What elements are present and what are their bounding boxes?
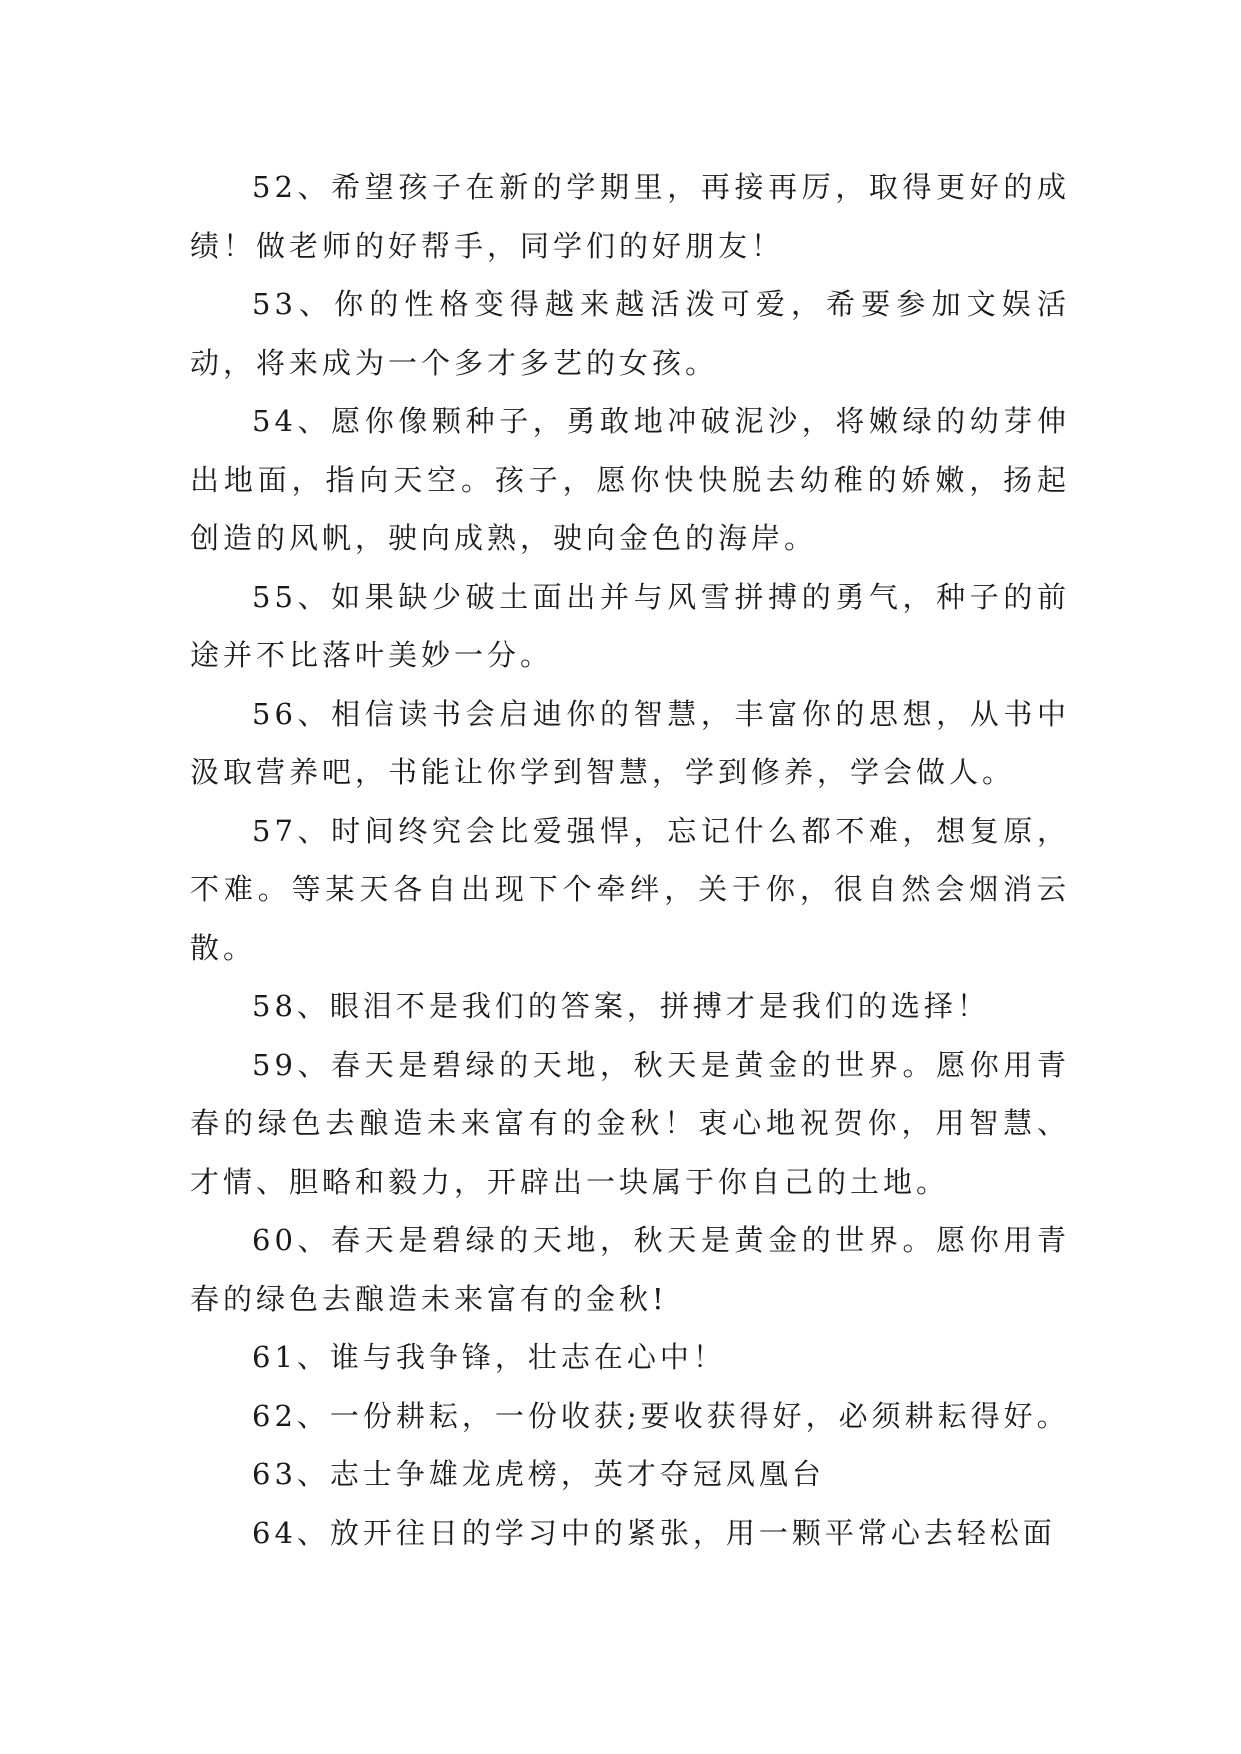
paragraph-60: 60、春天是碧绿的天地，秋天是黄金的世界。愿你用青春的绿色去酿造未来富有的金秋!	[190, 1223, 1070, 1316]
paragraph-53: 53、你的性格变得越来越活泼可爱，希要参加文娱活动，将来成为一个多才多艺的女孩。	[190, 287, 1070, 380]
document-body	[190, 158, 1070, 1562]
paragraph-61: 61、谁与我争锋，壮志在心中！	[252, 1340, 726, 1374]
paragraph-56: 56、相信读书会启迪你的智慧，丰富你的思想，从书中汲取营养吧，书能让你学到智慧，学到修养，学会做人。	[190, 696, 1070, 789]
paragraph-58: 58、眼泪不是我们的答案，拼搏才是我们的选择！	[252, 989, 990, 1023]
paragraph-55: 55、如果缺少破土面出并与风雪拼搏的勇气，种子的前途并不比落叶美妙一分。	[190, 579, 1070, 672]
paragraph-59: 59、春天是碧绿的天地，秋天是黄金的世界。愿你用青春的绿色去酿造未来富有的金秋！衷心地祝贺你，用智慧、才情、胆略和毅力，开辟出一块属于你自己的土地。	[190, 1047, 1070, 1199]
paragraph-52: 52、希望孩子在新的学期里，再接再厉，取得更好的成绩！做老师的好帮手，同学们的好朋友！	[190, 170, 1070, 263]
paragraph-64: 64、放开往日的学习中的紧张，用一颗平常心去轻松面	[252, 1515, 1056, 1550]
paragraph-63: 63、志士争雄龙虎榜，英才夺冠凤凰台	[252, 1457, 825, 1491]
paragraph-57: 57、时间终究会比爱强悍，忘记什么都不难，想复原，不难。等某天各自出现下个牵绊，关于你，很自然会烟消云散。	[190, 813, 1070, 965]
paragraph-54: 54、愿你像颗种子，勇敢地冲破泥沙，将嫩绿的幼芽伸出地面，指向天空。孩子，愿你快快脱去幼稚的娇嫩，扬起创造的风帆，驶向成熟，驶向金色的海岸。	[190, 404, 1070, 555]
paragraph-62: 62、一份耕耘，一份收获;要收获得好，必须耕耘得好。	[252, 1398, 1070, 1433]
